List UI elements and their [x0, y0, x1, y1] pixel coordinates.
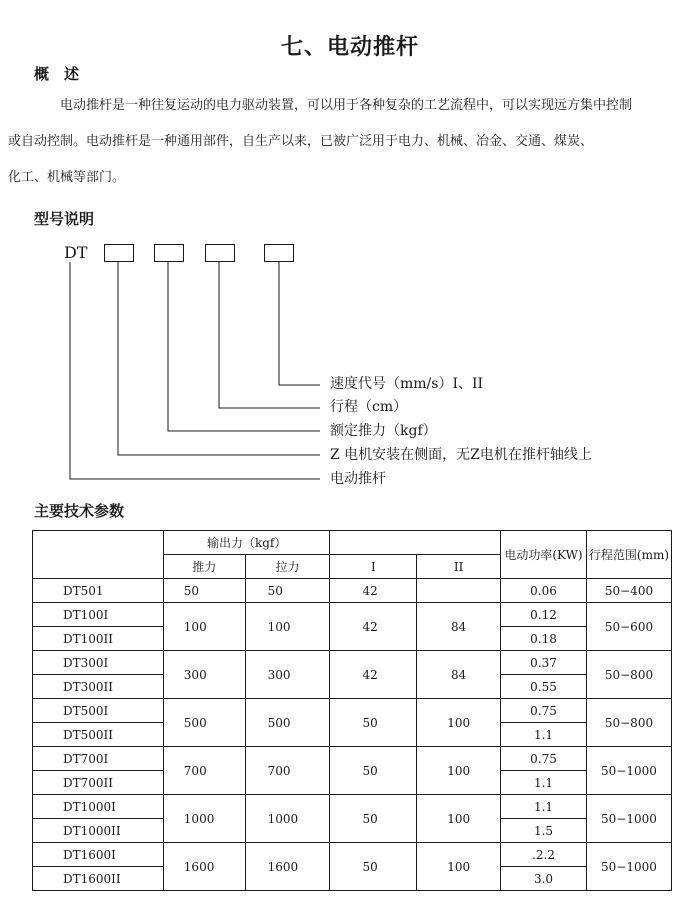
label-motor-position: Z 电机安装在侧面，无Z电机在推杆轴线上 [330, 447, 592, 463]
cell-push: 1000 [163, 795, 245, 843]
cell-model: DT1600II [33, 867, 164, 891]
cell-speed-2: 100 [417, 795, 501, 843]
table-row [33, 603, 672, 627]
leader-line-thrust [168, 262, 320, 431]
label-rated-thrust: 额定推力（kgf） [330, 423, 437, 439]
cell-power: 0.18 [501, 627, 587, 651]
header-pull: 拉力 [245, 555, 330, 579]
cell-power: 1.5 [501, 819, 587, 843]
cell-speed-2: 100 [417, 699, 501, 747]
label-electric-pushrod: 电动推杆 [330, 471, 386, 487]
cell-pull: 1600 [245, 843, 330, 891]
leader-line-speed [279, 262, 320, 385]
cell-push: 1600 [163, 843, 245, 891]
cell-power: 1.1 [501, 723, 587, 747]
cell-speed-2: 84 [417, 651, 501, 699]
cell-speed-2: 100 [417, 747, 501, 795]
cell-stroke: 50−1000 [586, 747, 671, 795]
cell-speed-2: 84 [417, 603, 501, 651]
overview-heading: 概 述 [34, 65, 80, 83]
cell-speed-1: 50 [330, 843, 417, 891]
cell-model: DT300II [33, 675, 164, 699]
label-speed-code: 速度代号（mm/s）I、II [330, 376, 484, 392]
cell-speed-1: 50 [330, 795, 417, 843]
cell-speed-1: 50 [330, 699, 417, 747]
cell-push: 700 [163, 747, 245, 795]
header-stroke-range: 行程范围(mm) [586, 531, 671, 579]
cell-model: DT700II [33, 771, 164, 795]
cell-model: DT500I [33, 699, 164, 723]
table-row [33, 747, 672, 771]
label-stroke: 行程（cm） [330, 399, 408, 415]
cell-push: 300 [163, 651, 245, 699]
cell-power: 0.06 [501, 579, 587, 603]
overview-line: 或自动控制。电动推杆是一种通用部件，自生产以来，已被广泛用于电力、机械、冶金、交通、煤炭、 [8, 134, 594, 149]
cell-model: DT300I [33, 651, 164, 675]
cell-speed-1: 42 [330, 651, 417, 699]
cell-push: 100 [163, 603, 245, 651]
cell-power: .2.2 [501, 843, 587, 867]
header-push: 推力 [163, 555, 245, 579]
spec-table [32, 530, 672, 891]
cell-model: DT1000I [33, 795, 164, 819]
cell-speed-2: 100 [417, 843, 501, 891]
cell-pull: 1000 [245, 795, 330, 843]
cell-pull: 500 [245, 699, 330, 747]
cell-model: DT500II [33, 723, 164, 747]
cell-model: DT501 [33, 579, 164, 603]
cell-power: 0.75 [501, 747, 587, 771]
cell-stroke: 50−1000 [586, 795, 671, 843]
cell-pull: 300 [245, 651, 330, 699]
table-row [33, 795, 672, 819]
cell-power: 1.1 [501, 795, 587, 819]
cell-power: 0.37 [501, 651, 587, 675]
table-row [33, 699, 672, 723]
cell-stroke: 50−400 [586, 579, 671, 603]
cell-pull: 700 [245, 747, 330, 795]
page-title: 七、电动推杆 [280, 35, 419, 60]
cell-speed-1: 42 [330, 603, 417, 651]
model-prefix: DT [64, 243, 88, 262]
header-model [33, 531, 164, 579]
cell-power: 3.0 [501, 867, 587, 891]
header-output-force: 输出力（kgf） [163, 531, 330, 555]
table-header-row [33, 531, 672, 555]
header-speed-1: I [330, 555, 417, 579]
header-power: 电动功率(KW) [501, 531, 587, 579]
header-speed-2: II [417, 555, 501, 579]
cell-stroke: 50−600 [586, 603, 671, 651]
cell-pull: 100 [245, 603, 330, 651]
cell-power: 0.12 [501, 603, 587, 627]
cell-model: DT700I [33, 747, 164, 771]
cell-model: DT1600I [33, 843, 164, 867]
table-row [33, 843, 672, 867]
overview-line: 化工、机械等部门。 [8, 170, 126, 185]
leader-line-product [70, 262, 320, 479]
cell-speed-1: 42 [330, 579, 417, 603]
leader-line-stroke [219, 262, 320, 408]
cell-push: 50 [163, 579, 245, 603]
cell-speed-1: 50 [330, 747, 417, 795]
cell-speed-2 [417, 579, 501, 603]
cell-power: 0.75 [501, 699, 587, 723]
cell-stroke: 50−800 [586, 651, 671, 699]
model-heading: 型号说明 [34, 210, 95, 228]
overview-line: 电动推杆是一种往复运动的电力驱动装置，可以用于各种复杂的工艺流程中，可以实现远方集中控制 [60, 98, 633, 113]
params-heading: 主要技术参数 [34, 502, 125, 520]
header-speed-group [330, 531, 501, 555]
cell-stroke: 50−1000 [586, 843, 671, 891]
cell-stroke: 50−800 [586, 699, 671, 747]
table-row [33, 651, 672, 675]
cell-power: 0.55 [501, 675, 587, 699]
cell-model: DT100I [33, 603, 164, 627]
cell-pull: 50 [245, 579, 330, 603]
cell-model: DT100II [33, 627, 164, 651]
cell-push: 500 [163, 699, 245, 747]
cell-model: DT1000II [33, 819, 164, 843]
cell-power: 1.1 [501, 771, 587, 795]
